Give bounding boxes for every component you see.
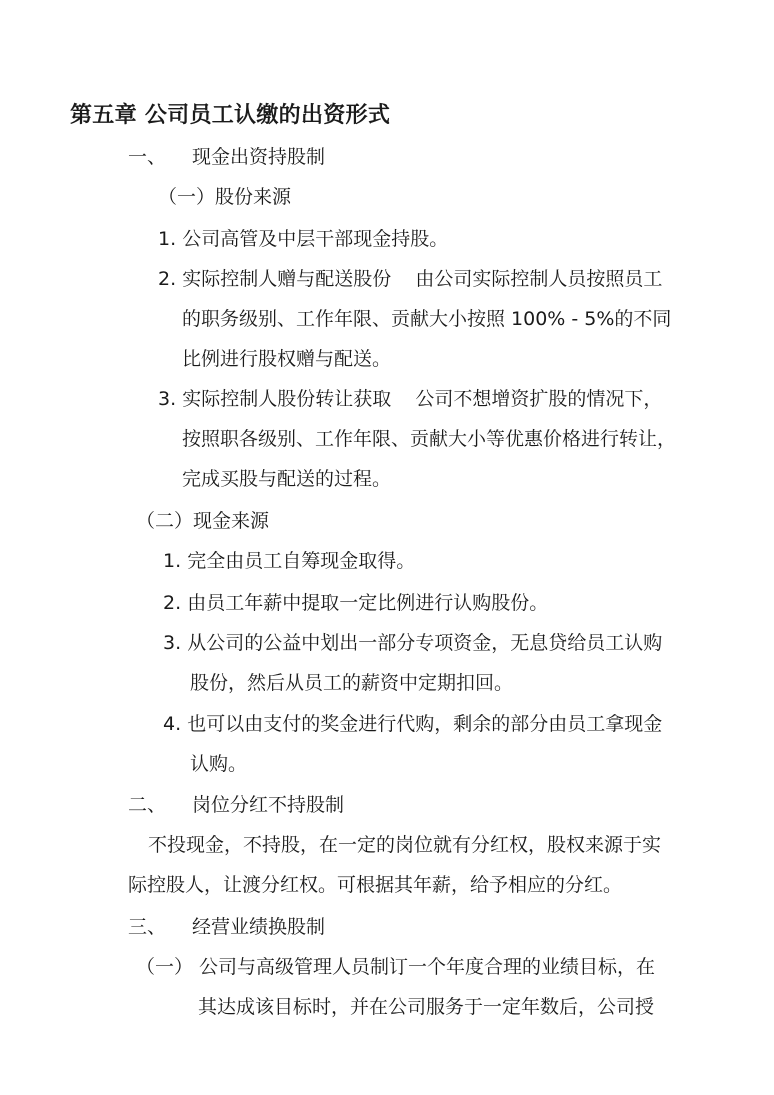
section-number: 一、 xyxy=(128,146,167,168)
list-item xyxy=(158,224,448,254)
item-number: （一） xyxy=(136,956,194,978)
item-continuation: 完成买股与配送的过程。 xyxy=(182,468,392,490)
paragraph-line: 不投现金，不持股，在一定的岗位就有分红权，股权来源于实 xyxy=(148,834,662,856)
item-continuation: 其达成该目标时，并在公司服务于一定年数后，公司授 xyxy=(198,996,655,1018)
item-number: 4. xyxy=(163,713,182,735)
list-item xyxy=(163,546,415,576)
item-continuation: 的职务级别、工作年限、贡献大小按照 100% - 5%的不同 xyxy=(182,308,672,330)
item-number: 3. xyxy=(158,388,177,410)
section-number: 二、 xyxy=(128,794,167,816)
section-number: 三、 xyxy=(128,916,167,938)
section-heading-2 xyxy=(128,790,344,820)
subsection-label: （一）股份来源 xyxy=(158,186,292,208)
item-text: 从公司的公益中划出一部分专项资金，无息贷给员工认购 xyxy=(187,632,663,654)
item-text: 也可以由支付的奖金进行代购，剩余的部分由员工拿现金 xyxy=(187,713,663,735)
section-heading-3 xyxy=(128,912,325,942)
list-item xyxy=(158,264,662,294)
item-text: 公司高管及中层干部现金持股。 xyxy=(182,228,449,250)
list-item xyxy=(163,628,662,658)
item-number: 2. xyxy=(163,592,182,614)
list-item xyxy=(163,588,548,618)
section-heading-1 xyxy=(128,142,325,172)
subsection-label: （二）现金来源 xyxy=(136,510,270,532)
item-number: 3. xyxy=(163,632,182,654)
section-title: 经营业绩换股制 xyxy=(192,916,326,938)
section-title: 现金出资持股制 xyxy=(192,146,326,168)
list-item xyxy=(158,384,662,414)
item-number: 2. xyxy=(158,268,177,290)
item-text: 完全由员工自筹现金取得。 xyxy=(187,550,416,572)
item-text: 实际控制人股份转让获取 公司不想增资扩股的情况下， xyxy=(182,388,663,410)
item-continuation: 按照职各级别、工作年限、贡献大小等优惠价格进行转让， xyxy=(182,428,677,450)
item-number: 1. xyxy=(158,228,177,250)
item-text: 公司与高级管理人员制订一个年度合理的业绩目标，在 xyxy=(199,956,656,978)
item-number: 1. xyxy=(163,550,182,572)
list-item xyxy=(136,952,655,982)
item-continuation: 比例进行股权赠与配送。 xyxy=(182,348,392,370)
item-continuation: 认购。 xyxy=(190,753,248,775)
item-text: 实际控制人赠与配送股份 由公司实际控制人员按照员工 xyxy=(182,268,663,290)
paragraph-line: 际控股人，让渡分红权。可根据其年薪，给予相应的分红。 xyxy=(128,874,623,896)
chapter-title: 第五章 公司员工认缴的出资形式 xyxy=(70,103,391,128)
section-title: 岗位分红不持股制 xyxy=(192,794,345,816)
list-item xyxy=(163,709,662,739)
item-continuation: 股份，然后从员工的薪资中定期扣回。 xyxy=(190,672,514,694)
item-text: 由员工年薪中提取一定比例进行认购股份。 xyxy=(187,592,549,614)
